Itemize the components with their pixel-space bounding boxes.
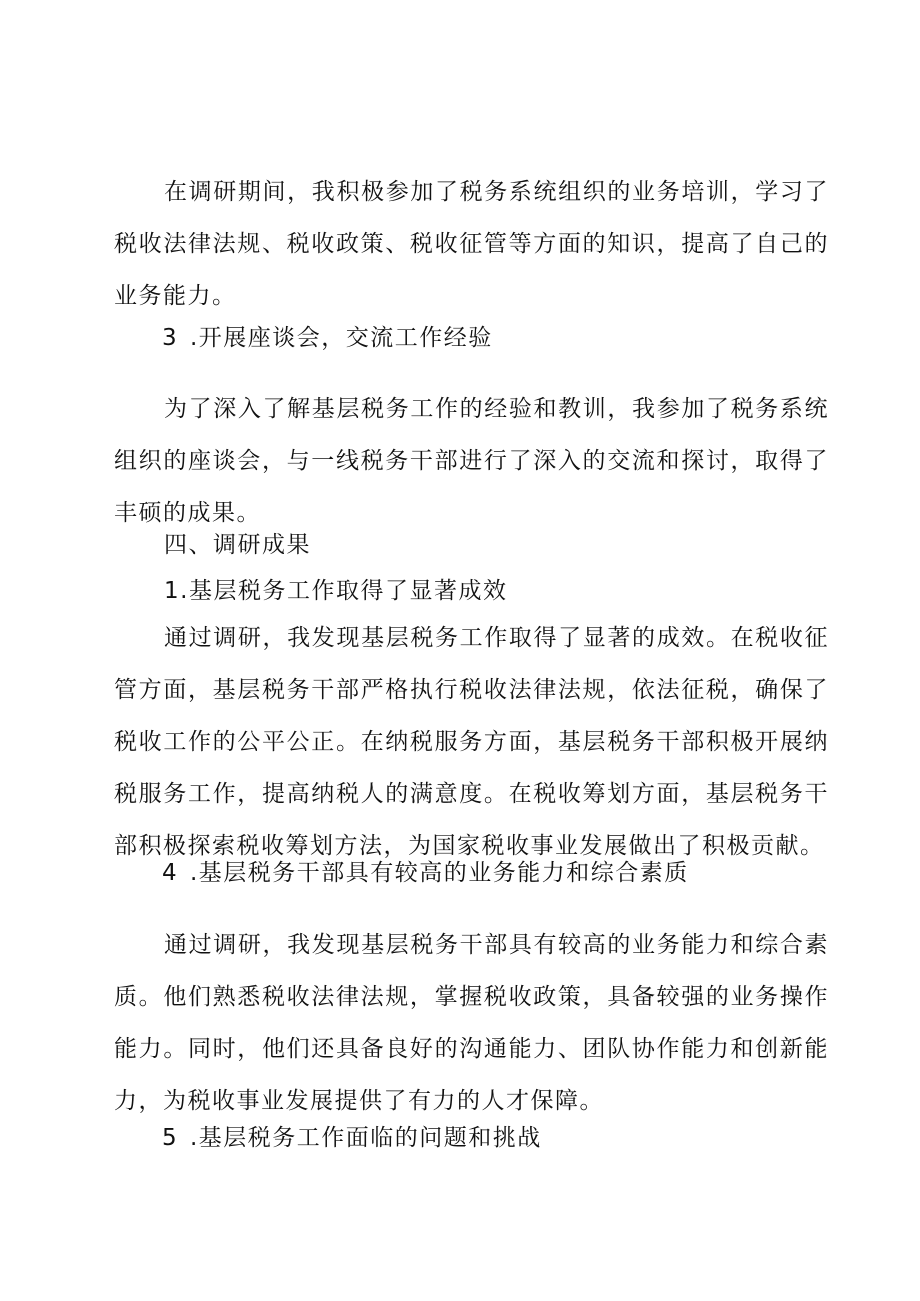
heading-text: .开展座谈会，交流工作经验: [190, 325, 493, 351]
paragraph-symposium: 为了深入了解基层税务工作的经验和教训，我参加了税务系统组织的座谈会，与一线税务干部进行了深入的交流和探讨，取得了丰硕的成果。: [114, 396, 829, 526]
heading-number: 4: [162, 860, 179, 886]
heading-symposium: [162, 323, 877, 353]
paragraph-cadre-quality: 通过调研，我发现基层税务干部具有较高的业务能力和综合素质。他们熟悉税收法律法规，掌握税收政策，具备较强的业务操作能力。同时，他们还具备良好的沟通能力、团队协作能力和创新能力，为税收事业发展提供了有力的人才保障。: [114, 932, 829, 1114]
heading-text: .基层税务工作面临的问题和挑战: [190, 1125, 542, 1151]
heading-challenges: [162, 1123, 877, 1153]
paragraph-achievements: 通过调研，我发现基层税务工作取得了显著的成效。在税收征管方面，基层税务干部严格执行税收法律法规，依法征税，确保了税收工作的公平公正。在纳税服务方面，基层税务干部积极开展纳税服务工作，提高纳税人的满意度。在税收筹划方面，基层税务干部积极探索税收筹划方法，为国家税收事业发展做出了积极贡献。: [114, 625, 829, 859]
section-heading-results: 四、调研成果: [164, 532, 311, 558]
heading-text: .基层税务干部具有较高的业务能力和综合素质: [190, 860, 689, 886]
heading-number: 5: [162, 1125, 179, 1151]
heading-achievements: 1.基层税务工作取得了显著成效: [164, 578, 508, 604]
paragraph-training: 在调研期间，我积极参加了税务系统组织的业务培训，学习了税收法律法规、税收政策、税收征管等方面的知识，提高了自己的业务能力。: [114, 179, 829, 309]
heading-cadre-quality: [162, 858, 877, 888]
heading-number: 3: [162, 325, 179, 351]
